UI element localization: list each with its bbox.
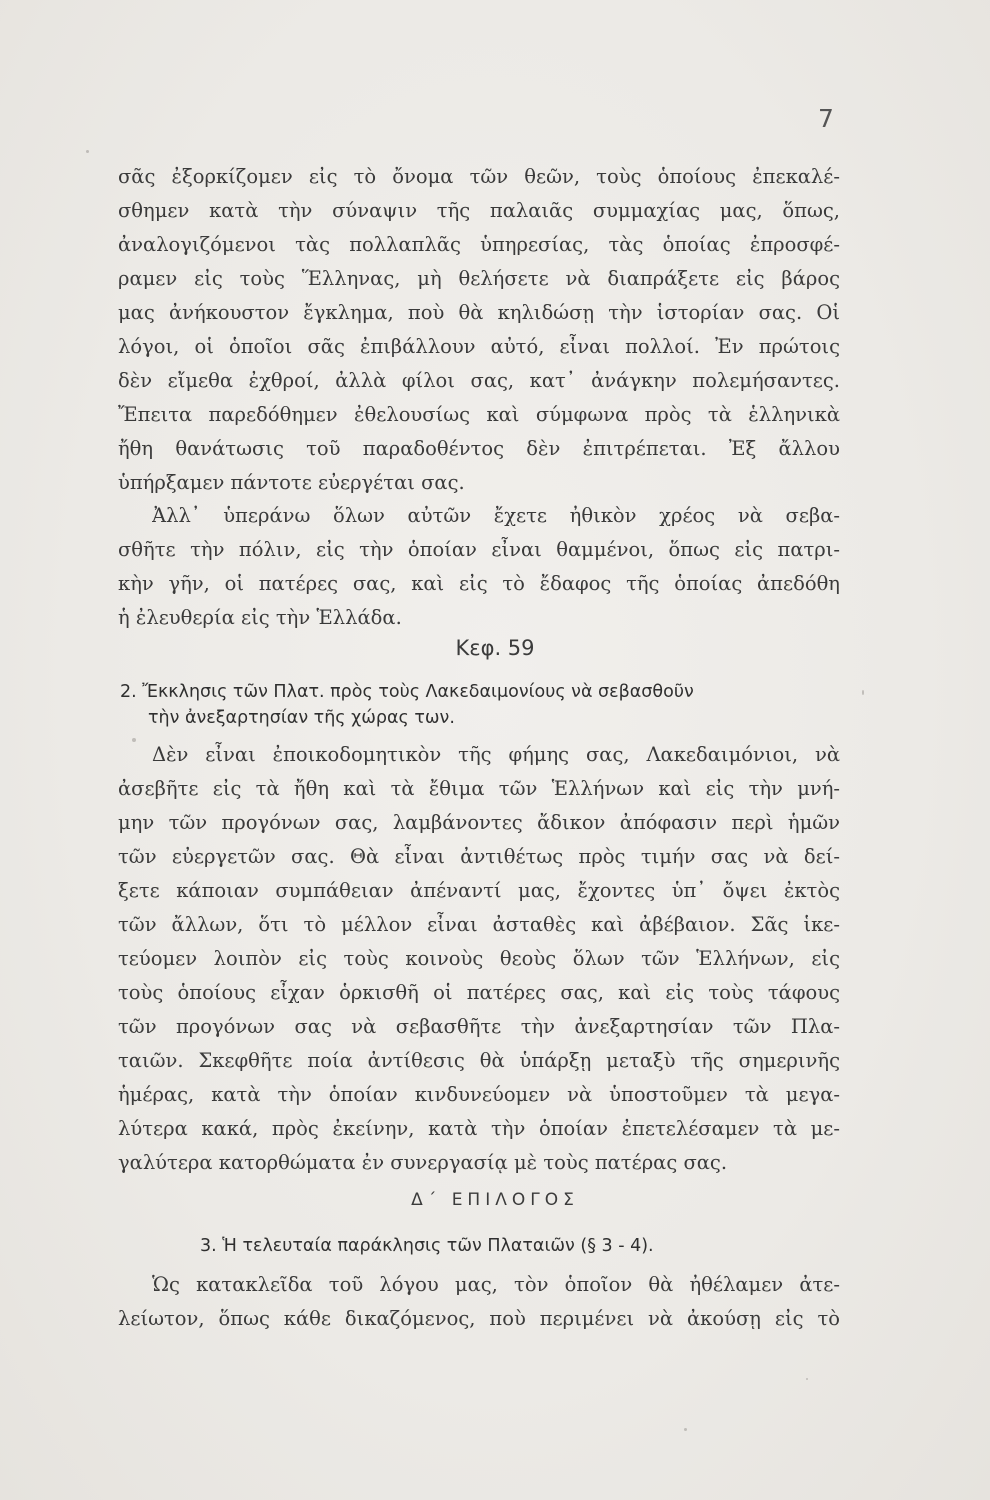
text-line: γαλύτερα κατορθώματα ἐν συνεργασίᾳ μὲ τοὺς πατέρας σας. [118, 1151, 728, 1174]
text-line: λόγοι, οἱ ὁποῖοι σᾶς ἐπιβάλλουν αὐτό, εἶναι πολλοί. Ἐν πρώτοις [118, 335, 840, 358]
text-line: τεύομεν λοιπὸν εἰς τοὺς κοινοὺς θεοὺς ὅλων τῶν Ἑλλήνων, εἰς [118, 947, 840, 970]
text-line: ἤθη θανάτωσις τοῦ παραδοθέντος δὲν ἐπιτρέπεται. Ἐξ ἄλλου [118, 437, 840, 460]
text-line: σθημεν κατὰ τὴν σύναψιν τῆς παλαιᾶς συμμαχίας μας, ὅπως, [118, 199, 840, 222]
chapter-marker: Κεφ. 59 [455, 636, 535, 660]
text-line: ἡ ἐλευθερία εἰς τὴν Ἑλλάδα. [118, 606, 402, 629]
text-line: ὑπήρξαμεν πάντοτε εὐεργέται σας. [118, 471, 465, 494]
scan-speck [862, 690, 864, 695]
text-line: σᾶς ἐξορκίζομεν εἰς τὸ ὄνομα τῶν θεῶν, τοὺς ὁποίους ἐπεκαλέ- [118, 165, 840, 188]
page-number: 7 [818, 104, 834, 133]
text-line: δὲν εἴμεθα ἐχθροί, ἀλλὰ φίλοι σας, κατ᾽ ἀνάγκην πολεμήσαντες. [118, 369, 840, 392]
section-heading-line-1: 2. Ἔκκλησις τῶν Πλατ. πρὸς τοὺς Λακεδαιμονίους νὰ σεβασθοῦν [120, 682, 694, 702]
text-line: Ἀλλ᾽ ὑπεράνω ὅλων αὐτῶν ἔχετε ἠθικὸν χρέος νὰ σεβα- [152, 504, 840, 527]
text-line: μην τῶν προγόνων σας, λαμβάνοντες ἄδικον ἀπόφασιν περὶ ἡμῶν [118, 811, 840, 834]
text-line: ἀναλογιζόμενοι τὰς πολλαπλᾶς ὑπηρεσίας, τὰς ὁποίας ἐπροσφέ- [118, 233, 840, 256]
text-line: ραμεν εἰς τοὺς Ἕλληνας, μὴ θελήσετε νὰ διαπράξετε εἰς βάρος [118, 267, 840, 290]
text-line: τῶν εὐεργετῶν σας. Θὰ εἶναι ἀντιθέτως πρὸς τιμήν σας νὰ δεί- [118, 845, 840, 868]
text-line: τῶν ἄλλων, ὅτι τὸ μέλλον εἶναι ἀσταθὲς καὶ ἀβέβαιον. Σᾶς ἱκε- [118, 913, 840, 936]
scan-speck [806, 1378, 808, 1380]
text-line: ξετε κάποιαν συμπάθειαν ἀπέναντί μας, ἔχοντες ὑπ᾽ ὄψει ἐκτὸς [118, 879, 840, 902]
text-line: Δὲν εἶναι ἐποικοδομητικὸν τῆς φήμης σας, Λακεδαιμόνιοι, νὰ [152, 743, 840, 766]
text-line: λείωτον, ὅπως κάθε δικαζόμενος, ποὺ περιμένει νὰ ἀκούσῃ εἰς τὸ [118, 1307, 840, 1330]
section-title-epilogue: Δ΄ ΕΠΙΛΟΓΟΣ [411, 1190, 579, 1210]
scan-speck [684, 1428, 687, 1431]
text-line: ταιῶν. Σκεφθῆτε ποία ἀντίθεσις θὰ ὑπάρξῃ μεταξὺ τῆς σημερινῆς [118, 1049, 840, 1072]
text-line: λύτερα κακά, πρὸς ἐκείνην, κατὰ τὴν ὁποίαν ἐπετελέσαμεν τὰ με- [118, 1117, 840, 1140]
text-line: κὴν γῆν, οἱ πατέρες σας, καὶ εἰς τὸ ἔδαφος τῆς ὁποίας ἀπεδόθη [118, 572, 840, 595]
text-line: τοὺς ὁποίους εἶχαν ὁρκισθῆ οἱ πατέρες σας, καὶ εἰς τοὺς τάφους [118, 981, 840, 1004]
text-line: σθῆτε τὴν πόλιν, εἰς τὴν ὁποίαν εἶναι θαμμένοι, ὅπως εἰς πατρι- [118, 538, 840, 561]
text-line: μας ἀνήκουστον ἔγκλημα, ποὺ θὰ κηλιδώσῃ τὴν ἱστορίαν σας. Οἱ [118, 301, 840, 324]
subsection-heading: 3. Ἡ τελευταία παράκλησις τῶν Πλαταιῶν (§ 3 - 4). [200, 1236, 654, 1256]
text-line: ἀσεβῆτε εἰς τὰ ἤθη καὶ τὰ ἔθιμα τῶν Ἑλλήνων καὶ εἰς τὴν μνή- [118, 777, 840, 800]
text-line: ἡμέρας, κατὰ τὴν ὁποίαν κινδυνεύομεν νὰ ὑποστοῦμεν τὰ μεγα- [118, 1083, 840, 1106]
text-line: Ὡς κατακλεῖδα τοῦ λόγου μας, τὸν ὁποῖον θὰ ἠθέλαμεν ἀτε- [152, 1273, 840, 1296]
scan-speck [86, 150, 89, 153]
text-line: Ἔπειτα παρεδόθημεν ἐθελουσίως καὶ σύμφωνα πρὸς τὰ ἑλληνικὰ [118, 403, 840, 426]
text-line: τῶν προγόνων σας νὰ σεβασθῆτε τὴν ἀνεξαρτησίαν τῶν Πλα- [118, 1015, 840, 1038]
scan-speck [132, 738, 136, 742]
section-heading-line-2: τὴν ἀνεξαρτησίαν τῆς χώρας των. [148, 708, 455, 728]
